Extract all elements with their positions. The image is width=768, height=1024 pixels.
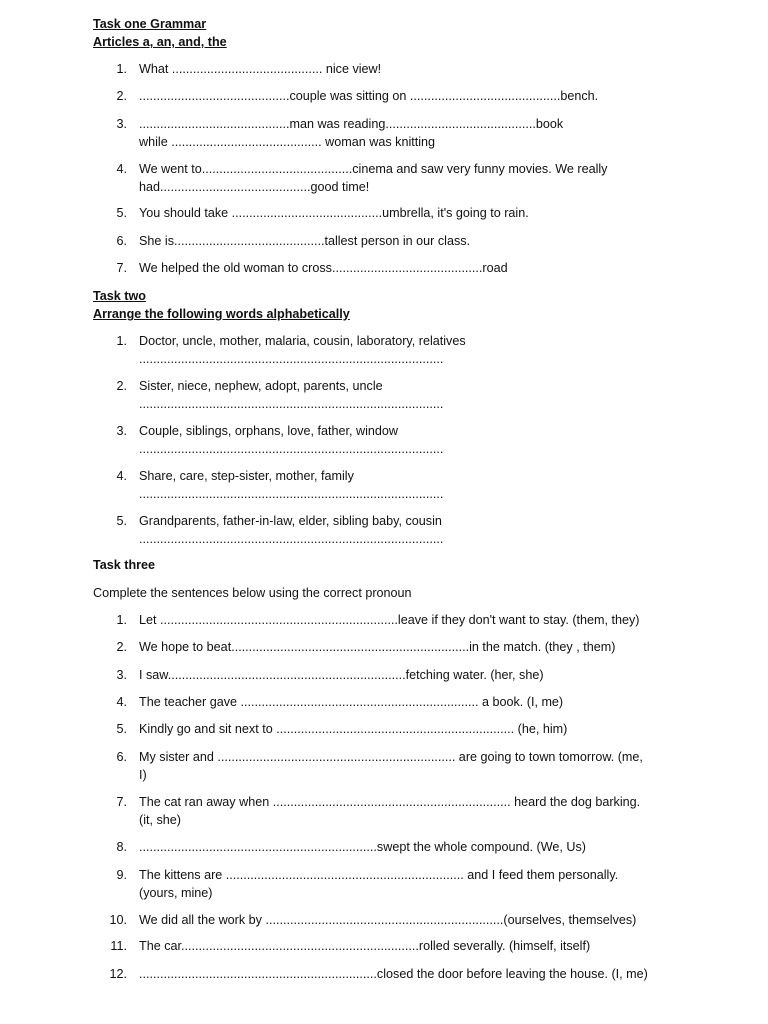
item-number: 5.	[116, 206, 127, 220]
item-number: 1.	[116, 62, 127, 76]
item-number: 4.	[116, 162, 127, 176]
item-words: Grandparents, father-in-law, elder, sibling baby, cousin	[139, 514, 442, 528]
answer-blank: .......................................................................................	[139, 531, 444, 546]
item-words: Couple, siblings, orphans, love, father, window	[139, 424, 399, 438]
item-number: 2.	[116, 640, 127, 654]
item-number: 4.	[116, 469, 127, 483]
item-text: She is...........................................tallest person in our class.	[139, 234, 471, 248]
answer-blank: .......................................................................................	[139, 351, 444, 366]
item-text: We hope to beat....................................................................in the match. (they , them)	[139, 640, 616, 654]
answer-blank: .......................................................................................	[139, 396, 444, 411]
item-number: 3.	[116, 424, 127, 438]
item-text: You should take ...........................................umbrella, it's going to rain.	[139, 206, 529, 220]
item-text: We went to...........................................cinema and saw very funny movies. We really had...........................................good time!	[139, 162, 608, 194]
item-number: 3.	[116, 668, 127, 682]
item-words: Sister, niece, nephew, adopt, parents, uncle	[139, 379, 383, 393]
item-text: I saw....................................................................fetching water. (her, she)	[139, 668, 544, 682]
item-text: Let ....................................................................leave if they don't want to stay. (them, they)	[139, 613, 640, 627]
item-text: My sister and .................................................................... are going to town tomorrow. (me, I)	[139, 750, 643, 782]
item-number: 2.	[116, 379, 127, 393]
item-number: 8.	[116, 840, 127, 854]
answer-blank: .......................................................................................	[139, 441, 444, 456]
item-text: The teacher gave .................................................................... a book. (I, me)	[139, 695, 564, 709]
item-text	[139, 333, 684, 368]
item-number: 6.	[116, 750, 127, 764]
item-number: 3.	[116, 117, 127, 131]
item-text	[139, 423, 684, 458]
item-text: ....................................................................closed the door before leaving the house. (I, me)	[139, 967, 648, 981]
task-two-subtitle: Arrange the following words alphabetically	[93, 307, 350, 321]
item-words: Share, care, step-sister, mother, family	[139, 469, 354, 483]
task-three-instruction: Complete the sentences below using the correct pronoun	[93, 586, 412, 600]
item-text: The cat ran away when .................................................................... heard the dog barking. (it, she)	[139, 795, 641, 827]
item-number: 12.	[109, 967, 127, 981]
task-one-subtitle: Articles a, an, and, the	[93, 35, 227, 49]
task-two-title: Task two	[93, 289, 146, 303]
item-text: We helped the old woman to cross...........................................road	[139, 261, 508, 275]
item-words: Doctor, uncle, mother, malaria, cousin, laboratory, relatives	[139, 334, 466, 348]
item-text: What ........................................... nice view!	[139, 62, 382, 76]
item-text	[139, 468, 684, 503]
item-number: 2.	[116, 89, 127, 103]
item-number: 1.	[116, 334, 127, 348]
item-text: Kindly go and sit next to .................................................................... (he, him)	[139, 722, 568, 736]
answer-blank: .......................................................................................	[139, 486, 444, 501]
task-three-title: Task three	[93, 558, 156, 572]
item-text: ...........................................couple was sitting on ...........................................bench.	[139, 89, 599, 103]
item-number: 10.	[109, 913, 127, 927]
item-number: 5.	[116, 722, 127, 736]
item-text	[139, 378, 684, 413]
item-number: 9.	[116, 868, 127, 882]
item-number: 6.	[116, 234, 127, 248]
item-number: 4.	[116, 695, 127, 709]
item-number: 1.	[116, 613, 127, 627]
item-text: The kittens are .................................................................... and I feed them personally. (yours, mine)	[139, 868, 619, 900]
item-number: 5.	[116, 514, 127, 528]
task-one-title: Task one Grammar	[93, 17, 207, 31]
item-text	[139, 513, 684, 548]
item-number: 7.	[116, 795, 127, 809]
item-text: The car....................................................................rolled severally. (himself, itself)	[139, 939, 591, 953]
item-text: ....................................................................swept the whole compound. (We, Us)	[139, 840, 586, 854]
item-text: We did all the work by ....................................................................(ourselves, themselves)	[139, 913, 637, 927]
item-text: ...........................................man was reading...........................................book while ........................................... woman was knitting	[139, 117, 564, 149]
item-number: 7.	[116, 261, 127, 275]
item-number: 11.	[110, 939, 127, 953]
